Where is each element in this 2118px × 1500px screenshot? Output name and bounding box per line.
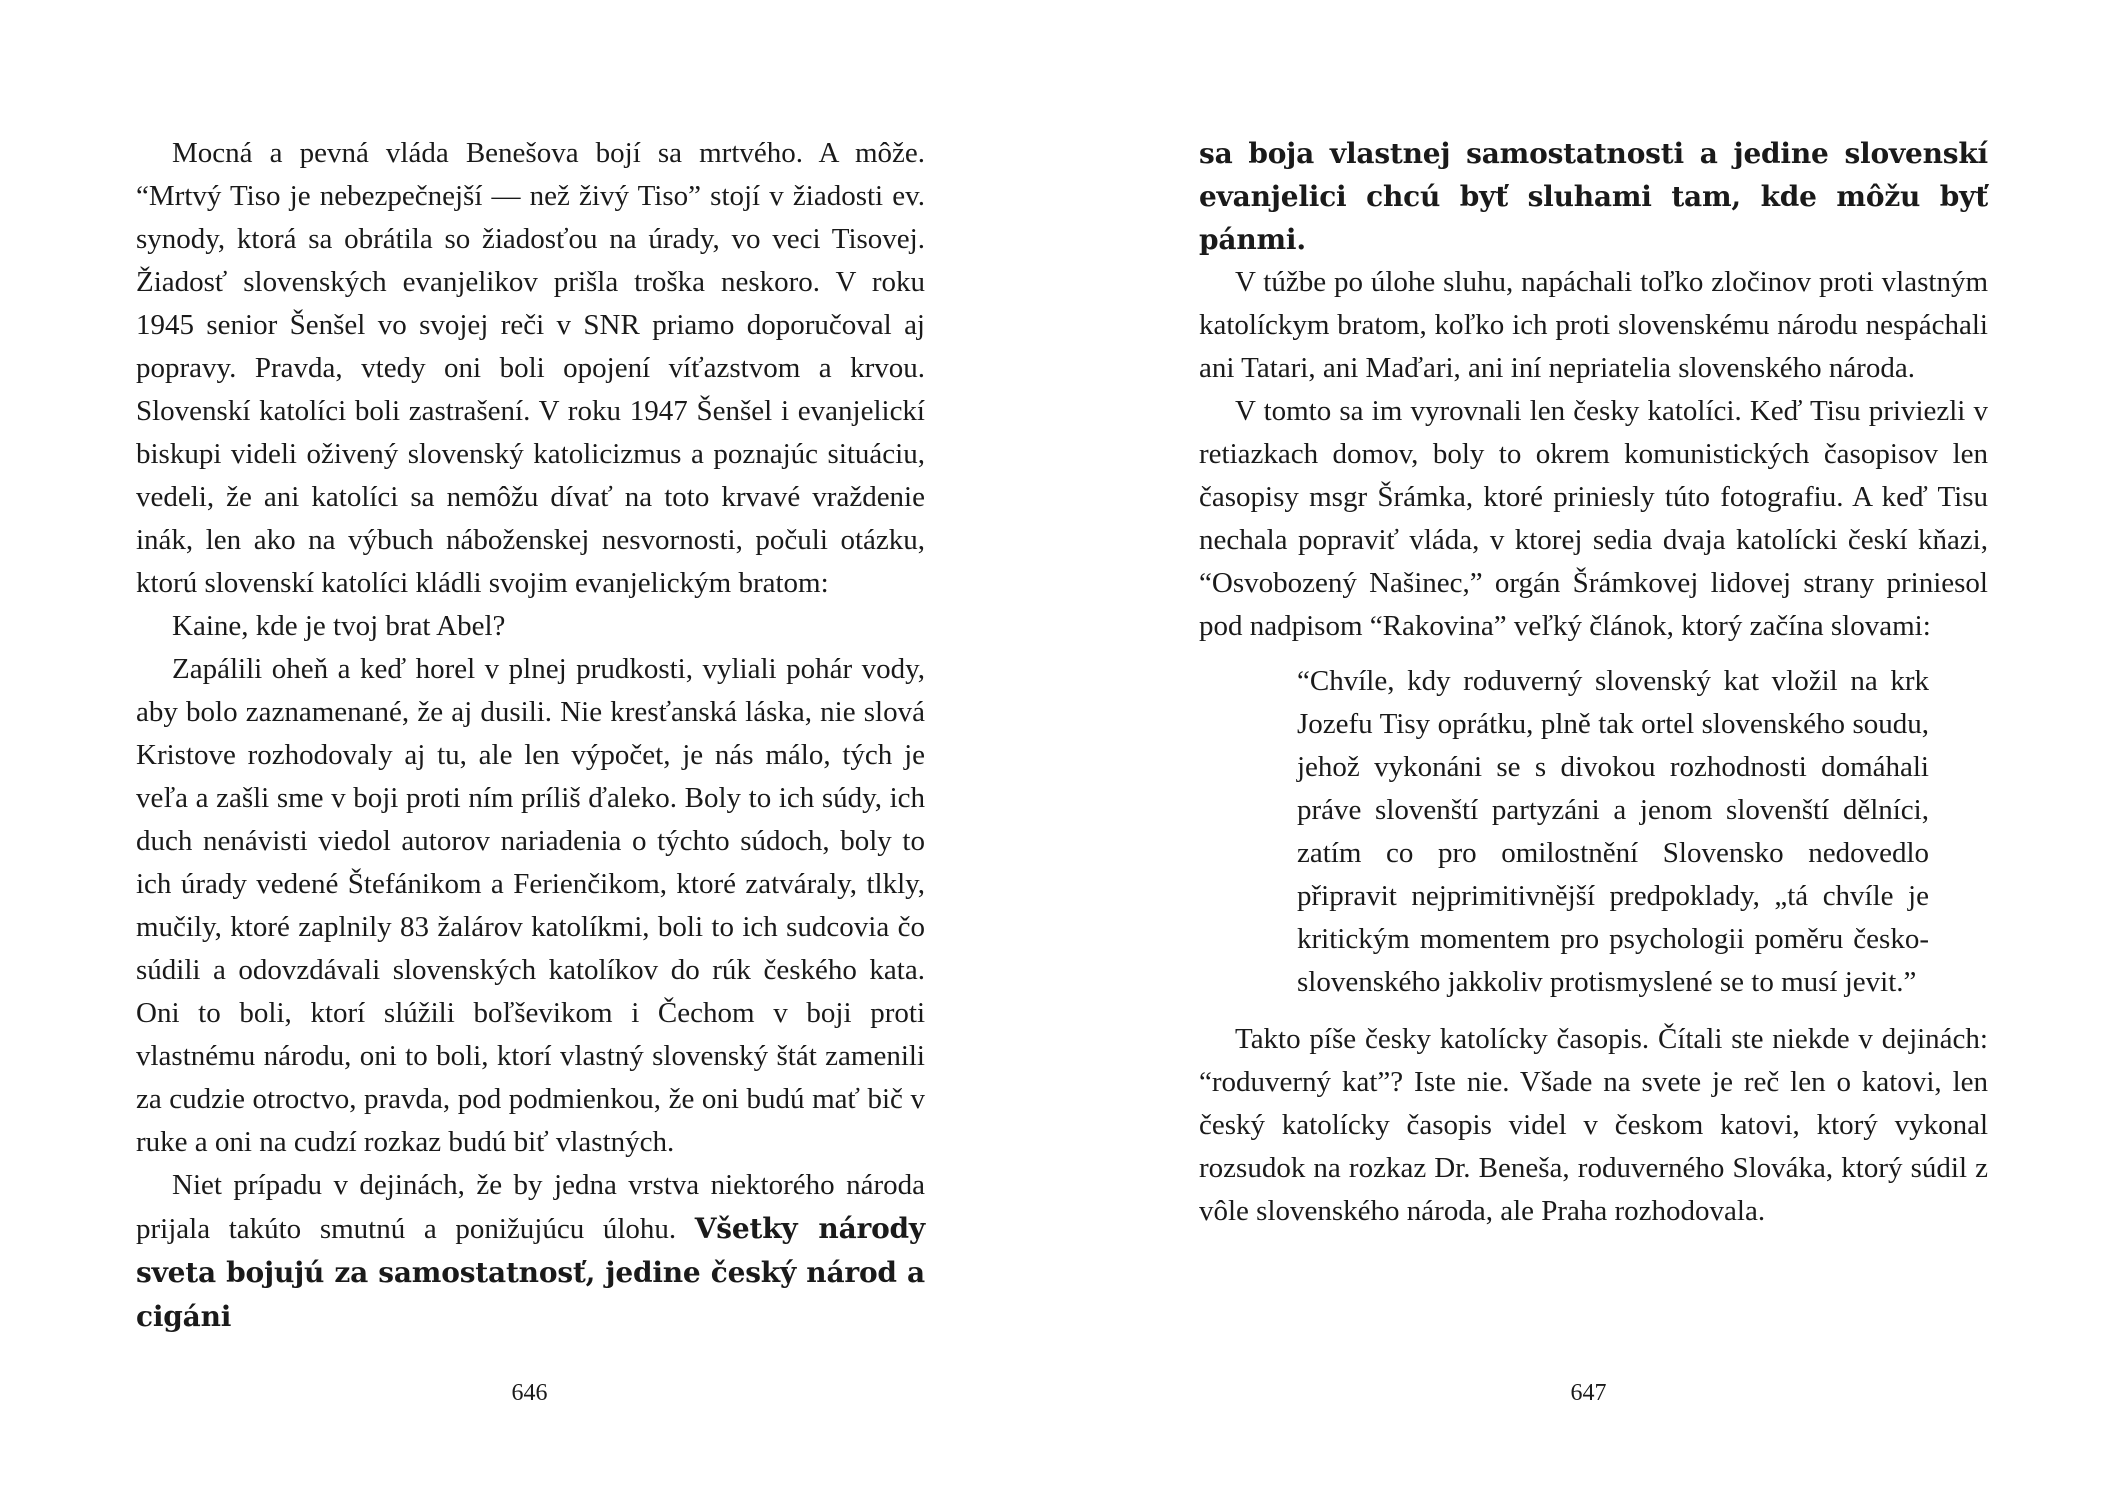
paragraph: V túžbe po úlohe sluhu, napáchali toľko zločinov proti vlastným katolíckym bratom, koľko ich proti slovenskému národu nespáchali ani Tatari, ani Maďari, ani iní nepriatelia slovenského národa. (1199, 266, 1988, 384)
paragraph: Kaine, kde je tvoj brat Abel? (172, 610, 506, 642)
right-page-text (1199, 132, 1988, 1233)
paragraph: Zapálili oheň a keď horel v plnej prudkosti, vyliali pohár vody, aby bolo zaznamenané, že aj dusili. Nie kresťanská láska, nie slová Kristove rozhodovaly aj tu, ale len výpočet, je nás málo, tých je veľa a zašli sme v boji proti ním príliš ďaleko. Boly to ich súdy, ich duch nenávisti viedol autorov nariadenia o týchto súdoch, boly to ich úrady vedené Štefánikom a Ferienčikom, ktoré zatváraly, tlkly, mučily, ktoré zaplnily 83 žalárov katolíkmi, boli to ich sudcovia čo súdili a odovzdávali slovenských katolíkov do rúk českého kata. Oni to boli, ktorí slúžili boľševikom i Čechom v boji proti vlastnému národu, oni to boli, ktorí vlastný slovenský štát zamenili za cudzie otroctvo, pravda, pod podmienkou, že oni budú mať bič v ruke a oni na cudzí rozkaz budú biť vlastných. (136, 653, 925, 1158)
paragraph-last (136, 1164, 925, 1339)
right-page (1059, 0, 2118, 1500)
page-number-right: 647 (1570, 1380, 1607, 1406)
paragraph: Mocná a pevná vláda Benešova bojí sa mrtvého. A môže. “Mrtvý Tiso je nebezpečnejší — než živý Tiso” stojí v žiadosti ev. synody, ktorá sa obrátila so žiadosťou na úrady, vo veci Tisovej. Žiadosť slovenských evanjelikov prišla troška neskoro. V roku 1945 senior Šenšel vo svojej reči v SNR priamo doporučoval aj popravy. Pravda, vtedy oni boli opojení víťazstvom a krvou. Slovenskí katolíci boli zastrašení. V roku 1947 Šenšel i evanjelickí biskupi videli oživený slovenský katolicizmus a poznajúc situáciu, vedeli, že ani katolíci sa nemôžu dívať na toto krvavé vraždenie inák, len ako na výbuch náboženskej nesvornosti, počuli otázku, ktorú slovenskí katolíci kládli svojim evanjelickým bratom: (136, 137, 925, 599)
paragraph-plain-text: Niet prípadu v dejinách, že by jedna vrstva niektorého národa prijala takúto smutnú a ponižujúcu úlohu. (136, 1169, 925, 1245)
block-quote (1297, 660, 1929, 1004)
paragraph-bold-text: Všetky národy sveta bojujú za samostatnosť, jedine český národ a cigáni (136, 1212, 925, 1333)
paragraph: V tomto sa im vyrovnali len česky katolíci. Keď Tisu priviezli v retiazkach domov, boly to okrem komunistických časopisov len časopisy msgr Šrámka, ktoré priniesly túto fotografiu. A keď Tisu nechala popraviť vláda, v ktorej sedia dvaja katolícki českí kňazi, “Osvobozený Našinec,” orgán Šrámkovej lidovej strany priniesol pod nadpisom “Rakovina” veľký článok, ktorý začína slovami: (1199, 395, 1988, 642)
paragraph: Takto píše česky katolícky časopis. Čítali ste niekde v dejinách: “roduverný kat”? Iste nie. Všade na svete je reč len o katovi, len český katolícky časopis videl v českom katovi, ktorý vykonal rozsudok na rozkaz Dr. Beneša, roduverného Slováka, ktorý súdil z vôle slovenského národa, ale Praha rozhodovala. (1199, 1023, 1988, 1227)
continued-bold-text: sa boja vlastnej samostatnosti a jedine slovenskí evanjelici chcú byť sluhami tam, kde môžu byť pánmi. (1199, 137, 1988, 256)
quote-text: “Chvíle, kdy roduverný slovenský kat vložil na krk Jozefu Tisy oprátku, plně tak ortel slovenského soudu, jehož vykonáni se s divokou rozhodnosti domáhali práve slovenští partyzáni a jenom slovenští dělníci, zatím co pro omilostnění Slovensko nedovedlo připravit nejprimitivnější predpoklady, „tá chvíle je kritickým momentem pro psychologii poměru česko-slovenského jakkoliv protismyslené se to musí jevit.” (1297, 665, 1929, 998)
left-page-text (136, 132, 925, 1339)
page-number-left: 646 (511, 1380, 548, 1406)
